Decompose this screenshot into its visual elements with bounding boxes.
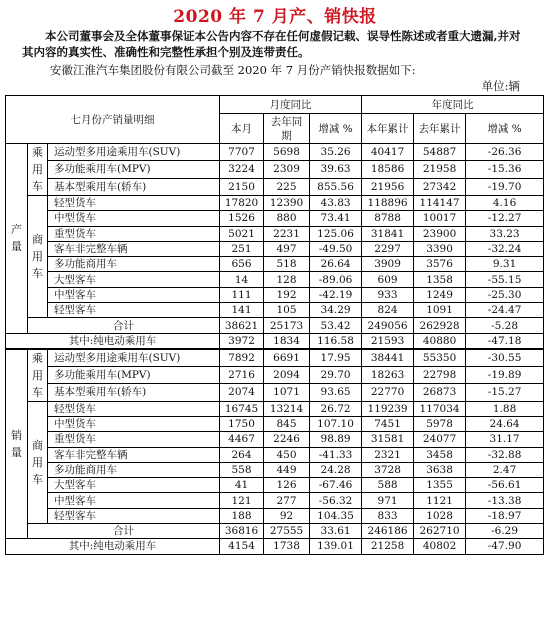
row-label: 客车非完整车辆: [48, 447, 220, 462]
cell-month-prev: 5698: [264, 144, 310, 161]
cell-year-change: 31.17: [466, 432, 544, 447]
group-label: 乘用车: [28, 144, 48, 196]
total-row: [6, 524, 544, 539]
row-label: 轻型货车: [48, 196, 220, 211]
table-row: [6, 493, 544, 508]
cell-year-change: -47.18: [466, 333, 544, 349]
table-row: [6, 447, 544, 462]
cell-year: 7451: [362, 416, 414, 431]
total-row: [6, 318, 544, 333]
cell-year: 21593: [362, 333, 414, 349]
cell-year-change: -30.55: [466, 349, 544, 367]
cell-month: 251: [220, 241, 264, 256]
ev-row: [6, 333, 544, 349]
cell-year-prev: 1355: [414, 478, 466, 493]
cell-month: 2074: [220, 384, 264, 401]
cell-month: 38621: [220, 318, 264, 333]
cell-year-change: -15.27: [466, 384, 544, 401]
row-label: 基本型乘用车(轿车): [48, 384, 220, 401]
cell-year: 22770: [362, 384, 414, 401]
cell-year-prev: 27342: [414, 178, 466, 195]
cell-year-change: 1.88: [466, 401, 544, 416]
row-label: 多功能乘用车(MPV): [48, 366, 220, 383]
section-label: 产量: [6, 144, 28, 334]
cell-month-prev: 845: [264, 416, 310, 431]
cell-year-change: -6.29: [466, 524, 544, 539]
table-row: [6, 226, 544, 241]
cell-year-change: -13.38: [466, 493, 544, 508]
cell-year: 933: [362, 287, 414, 302]
cell-year-prev: 1121: [414, 493, 466, 508]
section-label: 销量: [6, 349, 28, 539]
cell-year-prev: 1249: [414, 287, 466, 302]
cell-year-change: -26.36: [466, 144, 544, 161]
cell-year: 21258: [362, 539, 414, 554]
cell-year-prev: 1358: [414, 272, 466, 287]
cell-month-prev: 225: [264, 178, 310, 195]
cell-year-prev: 3576: [414, 257, 466, 272]
cell-year-change: -19.89: [466, 366, 544, 383]
cell-month-prev: 2309: [264, 161, 310, 178]
table-row: [6, 211, 544, 226]
header-change-year: 增减 %: [466, 114, 544, 144]
group-label: 商用车: [28, 196, 48, 318]
row-label: 重型货车: [48, 226, 220, 241]
cell-year: 118896: [362, 196, 414, 211]
cell-year-change: -15.36: [466, 161, 544, 178]
ev-label: 其中:纯电动乘用车: [6, 333, 220, 349]
total-label: 合计: [28, 524, 220, 539]
table-row: [6, 144, 544, 161]
cell-year-prev: 22798: [414, 366, 466, 383]
cell-year-change: -18.97: [466, 508, 544, 523]
cell-month-prev: 92: [264, 508, 310, 523]
cell-month-prev: 128: [264, 272, 310, 287]
cell-year: 40417: [362, 144, 414, 161]
cell-month: 264: [220, 447, 264, 462]
header-cur-year-cum: 本年累计: [362, 114, 414, 144]
total-label: 合计: [28, 318, 220, 333]
header-monthly: 月度同比: [220, 96, 362, 114]
header-last-year-period: 去年同期: [264, 114, 310, 144]
cell-month-prev: 126: [264, 478, 310, 493]
cell-month-change: 34.29: [310, 303, 362, 318]
cell-month-prev: 518: [264, 257, 310, 272]
cell-year-change: 33.23: [466, 226, 544, 241]
cell-year-prev: 3458: [414, 447, 466, 462]
cell-year-prev: 3638: [414, 462, 466, 477]
cell-year: 3909: [362, 257, 414, 272]
cell-year: 18263: [362, 366, 414, 383]
row-label: 多功能乘用车(MPV): [48, 161, 220, 178]
cell-month: 14: [220, 272, 264, 287]
cell-year: 833: [362, 508, 414, 523]
cell-month-prev: 27555: [264, 524, 310, 539]
row-label: 运动型多用途乘用车(SUV): [48, 144, 220, 161]
production-sales-table: [5, 95, 544, 555]
row-label: 基本型乘用车(轿车): [48, 178, 220, 195]
table-row: [6, 161, 544, 178]
cell-month-change: -89.06: [310, 272, 362, 287]
cell-month-prev: 6691: [264, 349, 310, 367]
table-row: [6, 416, 544, 431]
cell-year: 2297: [362, 241, 414, 256]
row-label: 客车非完整车辆: [48, 241, 220, 256]
cell-year-change: 4.16: [466, 196, 544, 211]
cell-month-prev: 1834: [264, 333, 310, 349]
group-label: 商用车: [28, 401, 48, 523]
cell-month-change: 116.58: [310, 333, 362, 349]
cell-month: 7707: [220, 144, 264, 161]
cell-year-change: -12.27: [466, 211, 544, 226]
row-label: 中型客车: [48, 493, 220, 508]
cell-year-prev: 3390: [414, 241, 466, 256]
cell-month-prev: 13214: [264, 401, 310, 416]
cell-year: 31581: [362, 432, 414, 447]
cell-month-change: -56.32: [310, 493, 362, 508]
table-row: [6, 432, 544, 447]
cell-month-prev: 2094: [264, 366, 310, 383]
table-row: [6, 287, 544, 302]
cell-month-prev: 105: [264, 303, 310, 318]
cell-month-change: 104.35: [310, 508, 362, 523]
cell-month: 36816: [220, 524, 264, 539]
cell-year-prev: 262928: [414, 318, 466, 333]
cell-year-change: -19.70: [466, 178, 544, 195]
cell-year-prev: 5978: [414, 416, 466, 431]
group-label: 乘用车: [28, 349, 48, 402]
cell-month-prev: 449: [264, 462, 310, 477]
cell-year-prev: 262710: [414, 524, 466, 539]
cell-month-prev: 1738: [264, 539, 310, 554]
cell-month: 2150: [220, 178, 264, 195]
cell-month-prev: 12390: [264, 196, 310, 211]
row-label: 轻型客车: [48, 508, 220, 523]
header-yearly: 年度同比: [362, 96, 544, 114]
cell-month-prev: 497: [264, 241, 310, 256]
cell-year-change: -56.61: [466, 478, 544, 493]
row-label: 多功能商用车: [48, 257, 220, 272]
cell-month-change: 139.01: [310, 539, 362, 554]
cell-month-prev: 1071: [264, 384, 310, 401]
cell-month-change: 26.64: [310, 257, 362, 272]
cell-month: 7892: [220, 349, 264, 367]
cell-month: 1750: [220, 416, 264, 431]
cell-year: 38441: [362, 349, 414, 367]
cell-month-change: 73.41: [310, 211, 362, 226]
cell-year-change: -24.47: [466, 303, 544, 318]
cell-month-prev: 25173: [264, 318, 310, 333]
cell-month-prev: 2246: [264, 432, 310, 447]
cell-year-prev: 54887: [414, 144, 466, 161]
cell-month-prev: 192: [264, 287, 310, 302]
cell-month-prev: 450: [264, 447, 310, 462]
cell-year: 249056: [362, 318, 414, 333]
cell-month-change: 17.95: [310, 349, 362, 367]
cell-month: 2716: [220, 366, 264, 383]
intro-text: 安徽江淮汽车集团股份有限公司截至 2020 年 7 月份产销快报数据如下:: [50, 63, 416, 77]
table-row: [6, 196, 544, 211]
cell-month: 4154: [220, 539, 264, 554]
cell-month-change: 24.28: [310, 462, 362, 477]
table-row: [6, 462, 544, 477]
cell-year-prev: 1091: [414, 303, 466, 318]
cell-month-change: 29.70: [310, 366, 362, 383]
cell-month-prev: 880: [264, 211, 310, 226]
header-change-month: 增减 %: [310, 114, 362, 144]
cell-year-change: -47.90: [466, 539, 544, 554]
table-row: [6, 508, 544, 523]
cell-month: 558: [220, 462, 264, 477]
cell-month: 17820: [220, 196, 264, 211]
cell-month-change: 98.89: [310, 432, 362, 447]
row-label: 大型客车: [48, 272, 220, 287]
cell-month-change: -67.46: [310, 478, 362, 493]
cell-year: 824: [362, 303, 414, 318]
cell-year: 3728: [362, 462, 414, 477]
header-cur-month: 本月: [220, 114, 264, 144]
board-notice: 本公司董事会及全体董事保证本公告内容不存在任何虚假记载、误导性陈述或者重大遗漏,并对其内容的真实性、准确性和完整性承担个别及连带责任。: [22, 29, 521, 59]
row-label: 大型客车: [48, 478, 220, 493]
cell-month-change: 125.06: [310, 226, 362, 241]
cell-month: 121: [220, 493, 264, 508]
cell-year: 971: [362, 493, 414, 508]
cell-month-change: 107.10: [310, 416, 362, 431]
cell-year: 18586: [362, 161, 414, 178]
cell-month-change: -41.33: [310, 447, 362, 462]
row-label: 轻型货车: [48, 401, 220, 416]
cell-year-prev: 40802: [414, 539, 466, 554]
table-row: [6, 178, 544, 195]
table-row: [6, 349, 544, 367]
table-body: [6, 144, 544, 555]
cell-month-change: 855.56: [310, 178, 362, 195]
cell-year: 119239: [362, 401, 414, 416]
cell-year-change: 24.64: [466, 416, 544, 431]
ev-row: [6, 539, 544, 554]
cell-year-prev: 1028: [414, 508, 466, 523]
cell-year-prev: 26873: [414, 384, 466, 401]
cell-year-prev: 24077: [414, 432, 466, 447]
cell-year-prev: 40880: [414, 333, 466, 349]
cell-month-change: 93.65: [310, 384, 362, 401]
cell-month: 4467: [220, 432, 264, 447]
table-row: [6, 401, 544, 416]
header-row-1: [6, 96, 544, 114]
cell-year-prev: 117034: [414, 401, 466, 416]
cell-year-change: -32.24: [466, 241, 544, 256]
cell-year-prev: 21958: [414, 161, 466, 178]
cell-month: 5021: [220, 226, 264, 241]
table-row: [6, 257, 544, 272]
cell-year-change: 2.47: [466, 462, 544, 477]
table-row: [6, 384, 544, 401]
row-label: 轻型客车: [48, 303, 220, 318]
cell-month-change: -42.19: [310, 287, 362, 302]
row-label: 运动型多用途乘用车(SUV): [48, 349, 220, 367]
table-row: [6, 478, 544, 493]
cell-month-change: 39.63: [310, 161, 362, 178]
row-label: 中型货车: [48, 211, 220, 226]
cell-year-prev: 114147: [414, 196, 466, 211]
cell-month: 111: [220, 287, 264, 302]
cell-month-change: 33.61: [310, 524, 362, 539]
cell-month-change: 53.42: [310, 318, 362, 333]
cell-month: 188: [220, 508, 264, 523]
cell-year-change: 9.31: [466, 257, 544, 272]
cell-year: 21956: [362, 178, 414, 195]
cell-year-change: -5.28: [466, 318, 544, 333]
cell-month-prev: 2231: [264, 226, 310, 241]
cell-month-prev: 277: [264, 493, 310, 508]
cell-year: 588: [362, 478, 414, 493]
table-row: [6, 241, 544, 256]
unit-label: 单位:辆: [481, 79, 520, 93]
table-row: [6, 272, 544, 287]
cell-month: 141: [220, 303, 264, 318]
cell-year-change: -32.88: [466, 447, 544, 462]
row-label: 中型客车: [48, 287, 220, 302]
cell-month-change: 35.26: [310, 144, 362, 161]
cell-year: 8788: [362, 211, 414, 226]
row-label: 多功能商用车: [48, 462, 220, 477]
cell-year: 246186: [362, 524, 414, 539]
cell-month: 656: [220, 257, 264, 272]
row-label: 中型货车: [48, 416, 220, 431]
cell-year: 2321: [362, 447, 414, 462]
header-last-year-cum: 去年累计: [414, 114, 466, 144]
cell-year-change: -25.30: [466, 287, 544, 302]
cell-year-change: -55.15: [466, 272, 544, 287]
cell-month: 16745: [220, 401, 264, 416]
cell-month: 1526: [220, 211, 264, 226]
header-row-label: 七月份产销量明细: [6, 96, 220, 144]
cell-month: 3224: [220, 161, 264, 178]
cell-month: 41: [220, 478, 264, 493]
cell-month: 3972: [220, 333, 264, 349]
cell-month-change: 43.83: [310, 196, 362, 211]
cell-year: 31841: [362, 226, 414, 241]
table-row: [6, 366, 544, 383]
page-title: 2020 年 7 月产、销快报: [173, 7, 377, 27]
row-label: 重型货车: [48, 432, 220, 447]
cell-year-prev: 10017: [414, 211, 466, 226]
cell-month-change: -49.50: [310, 241, 362, 256]
ev-label: 其中:纯电动乘用车: [6, 539, 220, 554]
cell-month-change: 26.72: [310, 401, 362, 416]
cell-year: 609: [362, 272, 414, 287]
cell-year-prev: 23900: [414, 226, 466, 241]
cell-year-prev: 55350: [414, 349, 466, 367]
table-row: [6, 303, 544, 318]
